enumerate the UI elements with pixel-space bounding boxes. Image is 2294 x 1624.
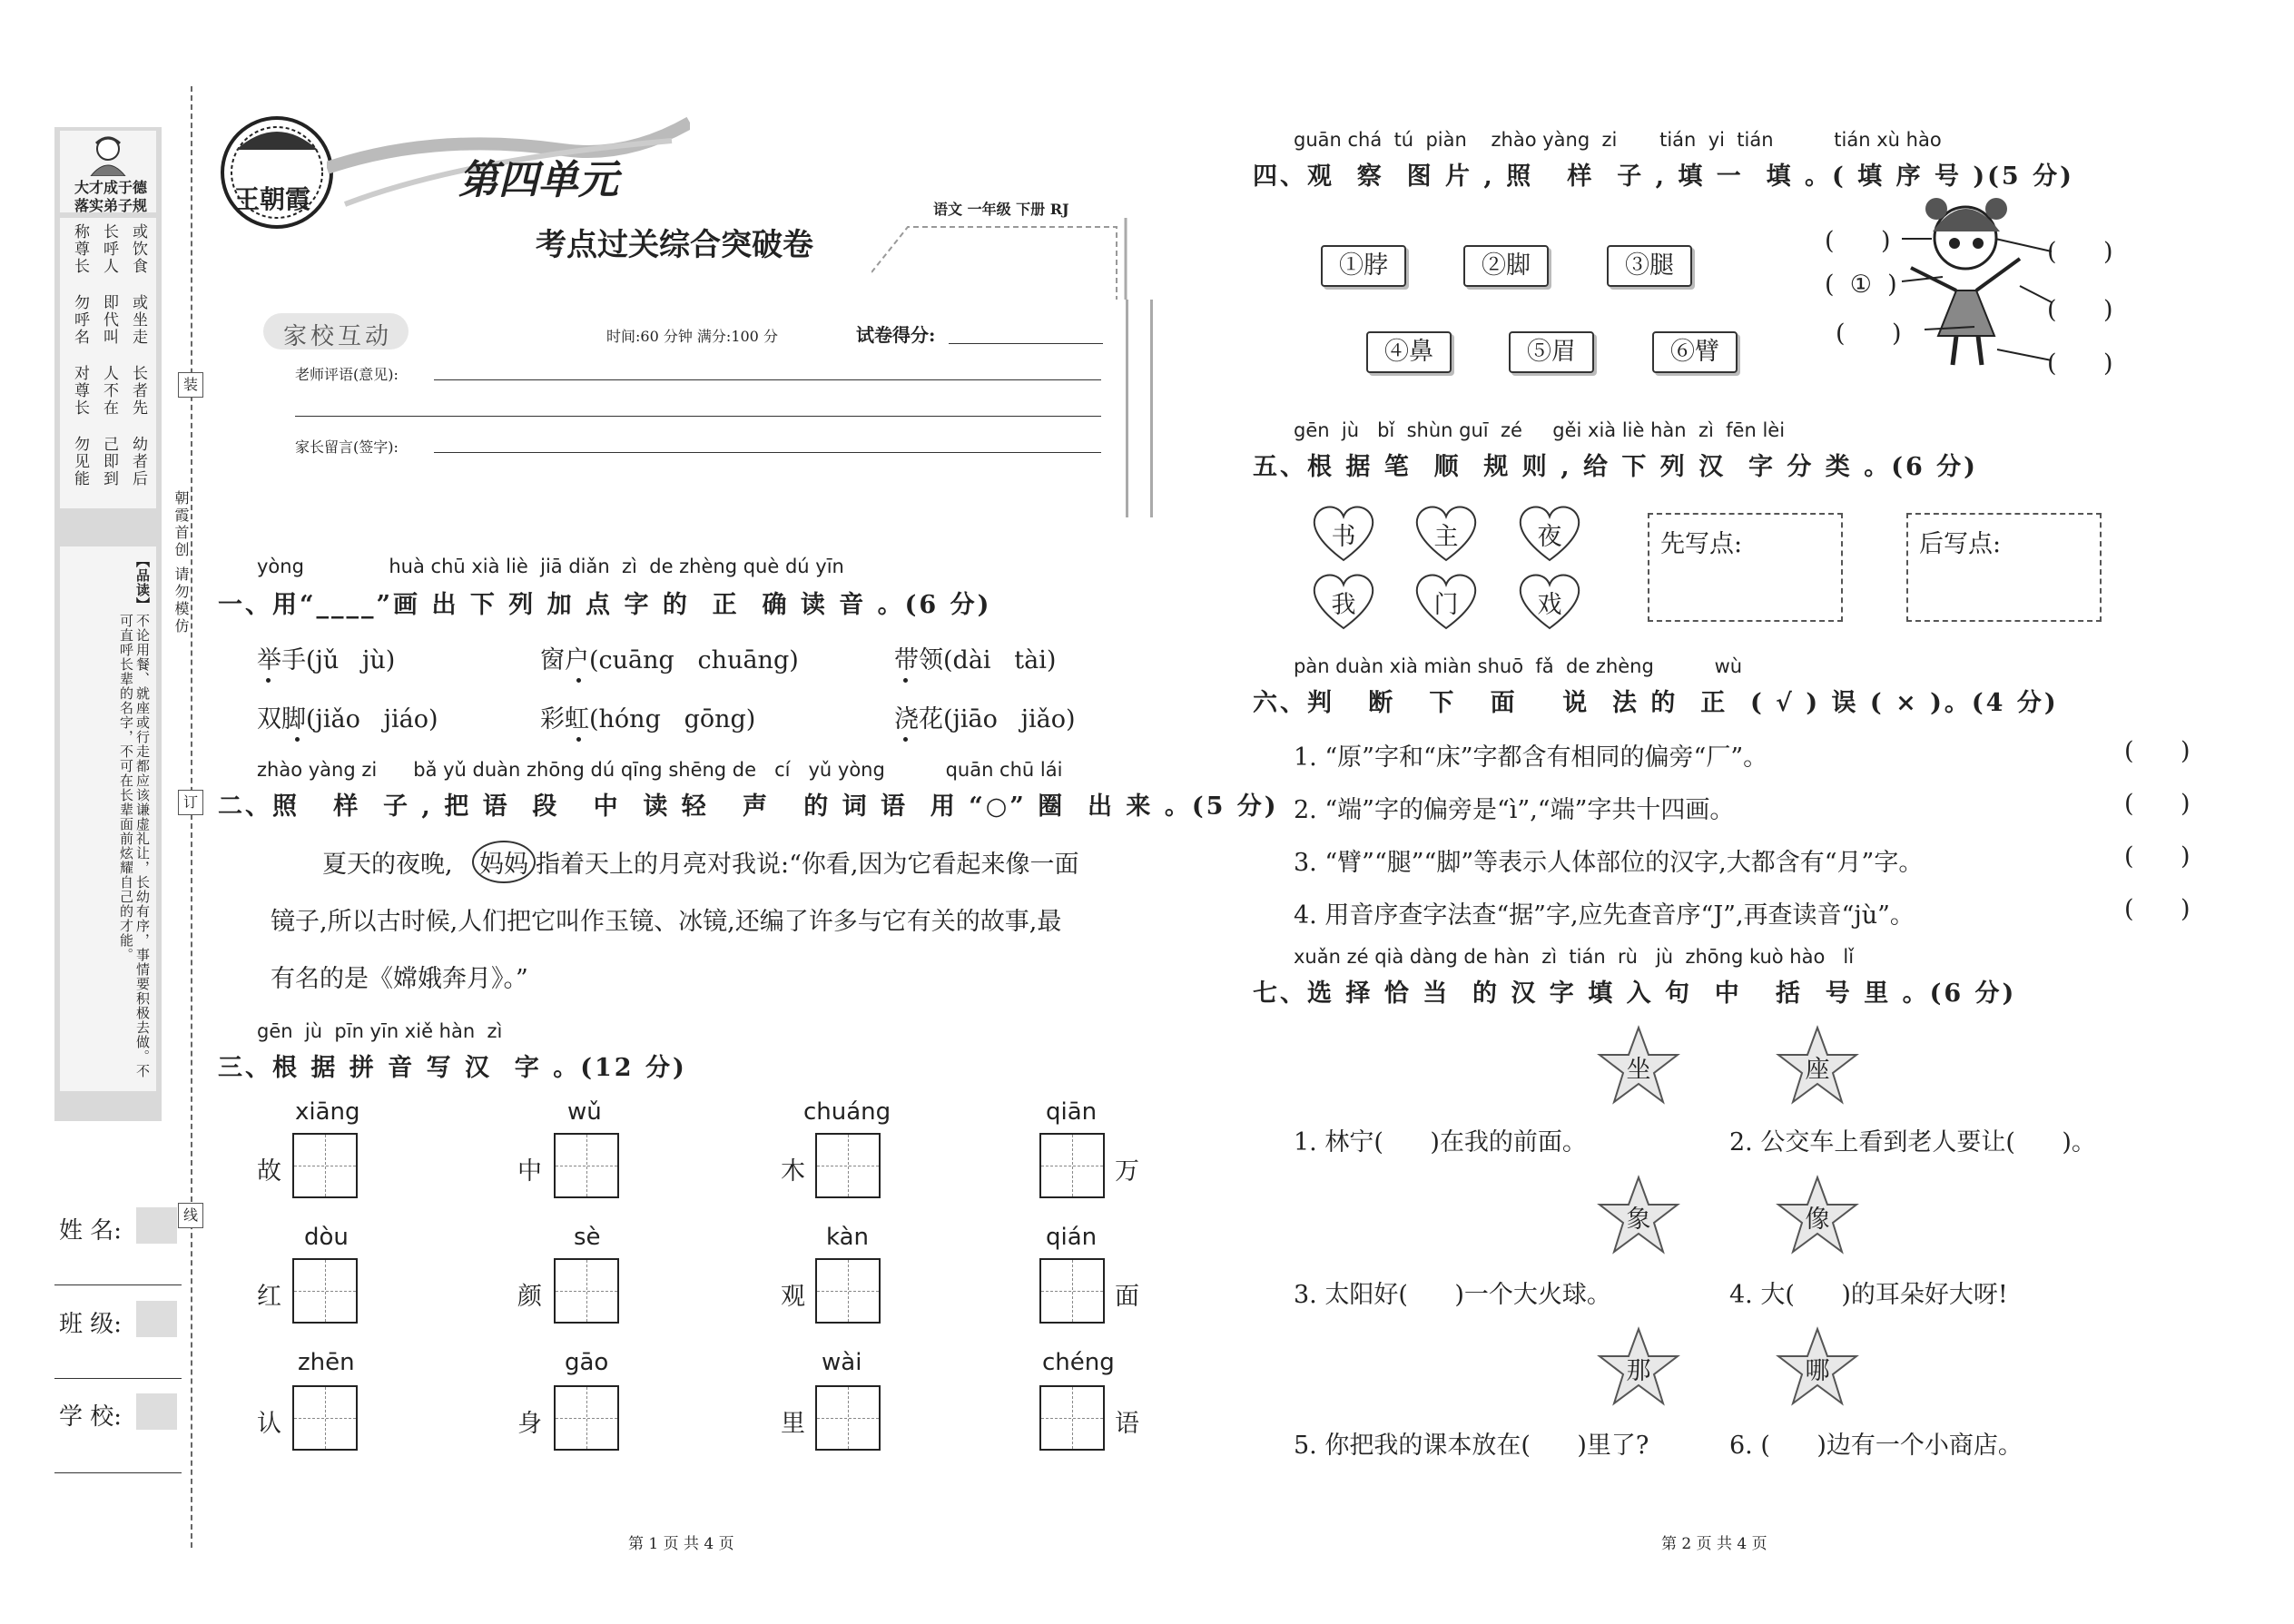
grid-pinyin: chuáng xyxy=(803,1098,891,1126)
emphasis-dot xyxy=(903,678,908,683)
q5-pinyin: gēn jù bǐ shùn guī zé gěi xià liè hàn zì fēn lèi xyxy=(1294,419,1786,441)
parent-message-label: 家长留言(签字): xyxy=(295,438,399,456)
heart-char-text: 门 xyxy=(1433,591,1459,619)
teacher-comment-line[interactable] xyxy=(295,416,1101,417)
sidebar-panel xyxy=(54,127,162,1121)
heart-char-text: 我 xyxy=(1331,591,1356,619)
q3-heading: 三、根 据 拼 音 写 汉 字 。(12 分) xyxy=(218,1054,687,1082)
stroke-first-dot-box[interactable] xyxy=(1648,513,1843,622)
verse-col: 对尊长 xyxy=(71,365,89,417)
cut-line xyxy=(191,86,192,1548)
q5-heading: 五、根 据 笔 顺 规 则 , 给 下 列 汉 字 分 类 。(6 分) xyxy=(1253,453,1978,481)
school-input[interactable] xyxy=(136,1393,177,1430)
heart-char xyxy=(1414,502,1478,562)
verse-col: 或坐走 xyxy=(129,294,147,346)
emphasis-dot xyxy=(903,737,908,742)
name-input[interactable] xyxy=(136,1207,177,1244)
grid-clue: 里 xyxy=(781,1410,805,1438)
header-frame-lines xyxy=(871,209,1144,300)
q2-heading: 二、照 样 子 , 把 语 段 中 读 轻 声 的 词 语 用 “○” 圈 出 来 。(5 分) xyxy=(218,792,1279,821)
class-label: 班 级: xyxy=(59,1311,123,1338)
grid-clue: 木 xyxy=(781,1157,805,1186)
char-star xyxy=(1596,1325,1681,1407)
q4-pinyin: guān chá tú piàn zhào yàng zi tián yi tián tián xù hào xyxy=(1294,129,1942,151)
answer-paren[interactable]: ( ① ) xyxy=(1825,271,1897,299)
writing-grid[interactable] xyxy=(554,1385,619,1451)
page-footer-1: 第 1 页 共 4 页 xyxy=(628,1535,734,1553)
time-info: 时间:60 分钟 满分:100 分 xyxy=(606,328,778,345)
cut-mark: 装 xyxy=(178,372,203,398)
body-part-option: ②脚 xyxy=(1463,245,1549,287)
cut-mark: 线 xyxy=(178,1203,203,1228)
q6-item: 1. “原”字和“床”字都含有相同的偏旁“厂”。 xyxy=(1294,743,1768,772)
emphasis-dot xyxy=(576,737,581,742)
course-info: 语文 一年级 下册 RJ xyxy=(933,201,1069,218)
judge-paren[interactable]: ( ) xyxy=(2124,737,2191,765)
body-part-option: ①脖 xyxy=(1321,245,1406,287)
heart-char-text: 戏 xyxy=(1537,591,1562,619)
heart-char xyxy=(1518,570,1581,630)
answer-paren[interactable]: ( ) xyxy=(2047,238,2113,266)
verse-col: 幼者后 xyxy=(129,436,147,487)
child-figure-icon xyxy=(87,134,129,176)
char-star xyxy=(1596,1174,1681,1255)
teacher-comment-label: 老师评语(意见): xyxy=(295,366,399,383)
answer-paren[interactable]: ( ) xyxy=(2047,296,2113,324)
exam-subtitle: 考点过关综合突破卷 xyxy=(536,227,813,263)
q7-pinyin: xuǎn zé qià dàng de hàn zì tián rù jù zhōng kuò hào lǐ xyxy=(1294,946,1855,968)
emphasis-dot xyxy=(295,737,300,742)
grid-clue: 观 xyxy=(781,1283,805,1311)
grid-pinyin: sè xyxy=(574,1224,601,1251)
answer-paren[interactable]: ( ) xyxy=(1825,227,1891,255)
q1-pinyin: yòng huà chū xià liè jiā diǎn zì de zhèng què dú yīn xyxy=(257,556,844,577)
grid-pinyin: gāo xyxy=(565,1349,609,1376)
q6-pinyin: pàn duàn xià miàn shuō fǎ de zhèng wù xyxy=(1294,655,1743,677)
box-label: 后写点: xyxy=(1919,530,2002,558)
grid-pinyin: chéng xyxy=(1042,1349,1115,1376)
verse-col: 长呼人 xyxy=(100,223,118,275)
q2-line2: 镜子,所以古时候,人们把它叫作玉镜、冰镜,还编了许多与它有关的故事,最 xyxy=(271,908,1062,936)
writing-grid[interactable] xyxy=(554,1133,619,1198)
star-char: 坐 xyxy=(1626,1056,1651,1084)
star-char: 象 xyxy=(1626,1206,1651,1234)
q7-sentence[interactable]: 6. ( )边有一个小商店。 xyxy=(1729,1432,2023,1460)
grid-pinyin: qiān xyxy=(1046,1098,1098,1126)
grid-clue: 红 xyxy=(257,1283,281,1311)
logo-text: 王朝霞 xyxy=(234,184,311,214)
verse-box xyxy=(60,218,156,508)
star-char: 座 xyxy=(1805,1056,1830,1084)
heart-char xyxy=(1312,570,1375,630)
pointer-lines xyxy=(1888,222,2061,368)
q2-circled-example: 妈妈 xyxy=(472,841,536,883)
star-char: 哪 xyxy=(1805,1357,1830,1385)
q7-sentence[interactable]: 4. 大( )的耳朵好大呀! xyxy=(1729,1281,2008,1309)
char-star xyxy=(1775,1024,1860,1106)
answer-paren[interactable]: ( ) xyxy=(1836,320,1902,348)
q1-item[interactable]: 带领(dài tài) xyxy=(894,646,1057,674)
q7-sentence[interactable]: 5. 你把我的课本放在( )里了? xyxy=(1294,1432,1649,1460)
writing-grid[interactable] xyxy=(815,1385,881,1451)
divider xyxy=(54,1378,182,1379)
q2-pinyin: zhào yàng zi bǎ yǔ duàn zhōng dú qīng shēng de cí yǔ yòng quān chū lái xyxy=(257,759,1063,781)
q6-item: 2. “端”字的偏旁是“ì”,“端”字共十四画。 xyxy=(1294,796,1735,824)
parent-message-line[interactable] xyxy=(434,452,1101,453)
q1-item[interactable]: 彩虹(hóng gōng) xyxy=(540,705,756,733)
grid-clue: 颜 xyxy=(517,1283,542,1311)
q1-item[interactable]: 窗户(cuāng chuāng) xyxy=(540,646,799,674)
page-footer-2: 第 2 页 共 4 页 xyxy=(1661,1535,1767,1553)
writing-grid[interactable] xyxy=(815,1133,881,1198)
grid-clue: 中 xyxy=(517,1157,542,1186)
writing-grid[interactable] xyxy=(292,1258,358,1324)
writing-grid[interactable] xyxy=(1039,1133,1105,1198)
heart-char xyxy=(1414,570,1478,630)
grid-clue: 故 xyxy=(257,1157,281,1186)
writing-grid[interactable] xyxy=(1039,1258,1105,1324)
writing-grid[interactable] xyxy=(292,1133,358,1198)
q1-item[interactable]: 举手(jǔ jù) xyxy=(257,646,396,674)
grid-clue: 语 xyxy=(1115,1410,1139,1438)
grid-pinyin: kàn xyxy=(826,1224,870,1251)
q4-heading: 四、观 察 图 片 , 照 样 子 , 填 一 填 。( 填 序 号 )(5 分) xyxy=(1253,162,2074,191)
judge-paren[interactable]: ( ) xyxy=(2124,842,2191,871)
stroke-last-dot-box[interactable] xyxy=(1906,513,2102,622)
q7-heading: 七、选 择 恰 当 的 汉 字 填 入 句 中 括 号 里 。(6 分) xyxy=(1253,979,2017,1008)
heart-char-text: 夜 xyxy=(1537,523,1562,551)
writing-grid[interactable] xyxy=(1039,1385,1105,1451)
verse-col: 长者先 xyxy=(129,365,147,417)
score-input[interactable] xyxy=(949,343,1103,344)
verse-col: 己即到 xyxy=(100,436,118,487)
reading-label: 【品读】 xyxy=(134,554,151,612)
q2-line3: 有名的是《嫦娥奔月》。” xyxy=(271,965,528,993)
box-label: 先写点: xyxy=(1660,530,1743,558)
star-char: 像 xyxy=(1805,1206,1830,1234)
grid-pinyin: zhēn xyxy=(298,1349,355,1376)
unit-title: 第四单元 xyxy=(458,157,618,203)
grid-clue: 万 xyxy=(1115,1157,1139,1186)
grid-pinyin: xiāng xyxy=(295,1098,360,1126)
body-part-option: ⑤眉 xyxy=(1509,331,1594,373)
emphasis-dot xyxy=(266,678,271,683)
q2-line1-pre: 夏天的夜晚, xyxy=(322,851,453,879)
q7-sentence[interactable]: 1. 林宁( )在我的前面。 xyxy=(1294,1128,1587,1156)
writing-grid[interactable] xyxy=(554,1258,619,1324)
q1-heading: 一、用“____”画 出 下 列 加 点 字 的 正 确 读 音 。(6 分) xyxy=(218,591,992,619)
q6-heading: 六、判 断 下 面 说 法 的 正 ( √ ) 误 ( × )。(4 分) xyxy=(1253,689,2059,717)
verse-col: 勿呼名 xyxy=(71,294,89,346)
name-label: 姓 名: xyxy=(59,1217,123,1245)
writing-grid[interactable] xyxy=(292,1385,358,1451)
body-part-option: ⑥臂 xyxy=(1652,331,1738,373)
heart-char-text: 书 xyxy=(1331,523,1356,551)
q2-line1-post: 指着天上的月亮对我说:“你看,因为它看起来像一面 xyxy=(536,851,1079,879)
answer-paren[interactable]: ( ) xyxy=(2047,349,2113,378)
frame-bars xyxy=(1126,300,1153,517)
verse-col: 或饮食 xyxy=(129,223,147,275)
heart-char xyxy=(1518,502,1581,562)
grid-clue: 身 xyxy=(517,1410,542,1438)
body-part-option: ③腿 xyxy=(1607,245,1692,287)
verse-col: 即代叫 xyxy=(100,294,118,346)
score-label: 试卷得分: xyxy=(856,324,936,346)
grid-clue: 面 xyxy=(1115,1283,1139,1311)
heart-char xyxy=(1312,502,1375,562)
school-label: 学 校: xyxy=(59,1403,123,1431)
motto-box xyxy=(60,131,156,212)
heart-char-text: 主 xyxy=(1433,523,1459,551)
verse-col: 人不在 xyxy=(100,365,118,417)
q1-item[interactable]: 浇花(jiāo jiǎo) xyxy=(894,705,1076,733)
vertical-note: 朝霞首创 请勿模仿 xyxy=(172,490,190,636)
divider xyxy=(54,1472,182,1473)
star-char: 那 xyxy=(1626,1357,1651,1385)
judge-paren[interactable]: ( ) xyxy=(2124,790,2191,818)
motto-line-1: 大才成于德 xyxy=(74,179,147,196)
char-star xyxy=(1596,1024,1681,1106)
writing-grid[interactable] xyxy=(815,1258,881,1324)
q1-item[interactable]: 双脚(jiǎo jiáo) xyxy=(257,705,438,733)
class-input[interactable] xyxy=(136,1301,177,1337)
q7-sentence[interactable]: 3. 太阳好( )一个大火球。 xyxy=(1294,1281,1611,1309)
reading-text: 不论用餐、就座或行走都应该谦虚礼让，长幼有序，事情要积极去做。不可直呼长辈的名字，不可在长辈面前炫耀自己的才能。 xyxy=(118,614,151,1078)
judge-paren[interactable]: ( ) xyxy=(2124,895,2191,923)
char-star xyxy=(1775,1174,1860,1255)
divider xyxy=(54,1284,182,1285)
motto-line-2: 落实弟子规 xyxy=(74,197,147,214)
reading-box xyxy=(60,546,156,1091)
teacher-comment-line[interactable] xyxy=(434,379,1101,380)
grid-pinyin: qián xyxy=(1046,1224,1098,1251)
grid-clue: 认 xyxy=(257,1410,281,1438)
grid-pinyin: dòu xyxy=(304,1224,349,1251)
q7-sentence[interactable]: 2. 公交车上看到老人要让( )。 xyxy=(1729,1128,2096,1156)
char-star xyxy=(1775,1325,1860,1407)
cut-mark: 订 xyxy=(178,790,203,815)
q3-pinyin: gēn jù pīn yīn xiě hàn zì xyxy=(257,1020,503,1042)
verse-col: 称尊长 xyxy=(71,223,89,275)
verse-col: 勿见能 xyxy=(71,436,89,487)
grid-pinyin: wǔ xyxy=(567,1098,602,1126)
q6-item: 3. “臂”“腿”“脚”等表示人体部位的汉字,大都含有“月”字。 xyxy=(1294,849,1924,877)
emphasis-dot xyxy=(576,678,581,683)
home-school-label: 家校互动 xyxy=(283,323,393,350)
body-part-option: ④鼻 xyxy=(1366,331,1452,373)
grid-pinyin: wài xyxy=(822,1349,862,1376)
q6-item: 4. 用音序查字法查“据”字,应先查音序“J”,再查读音“jù”。 xyxy=(1294,901,1915,930)
